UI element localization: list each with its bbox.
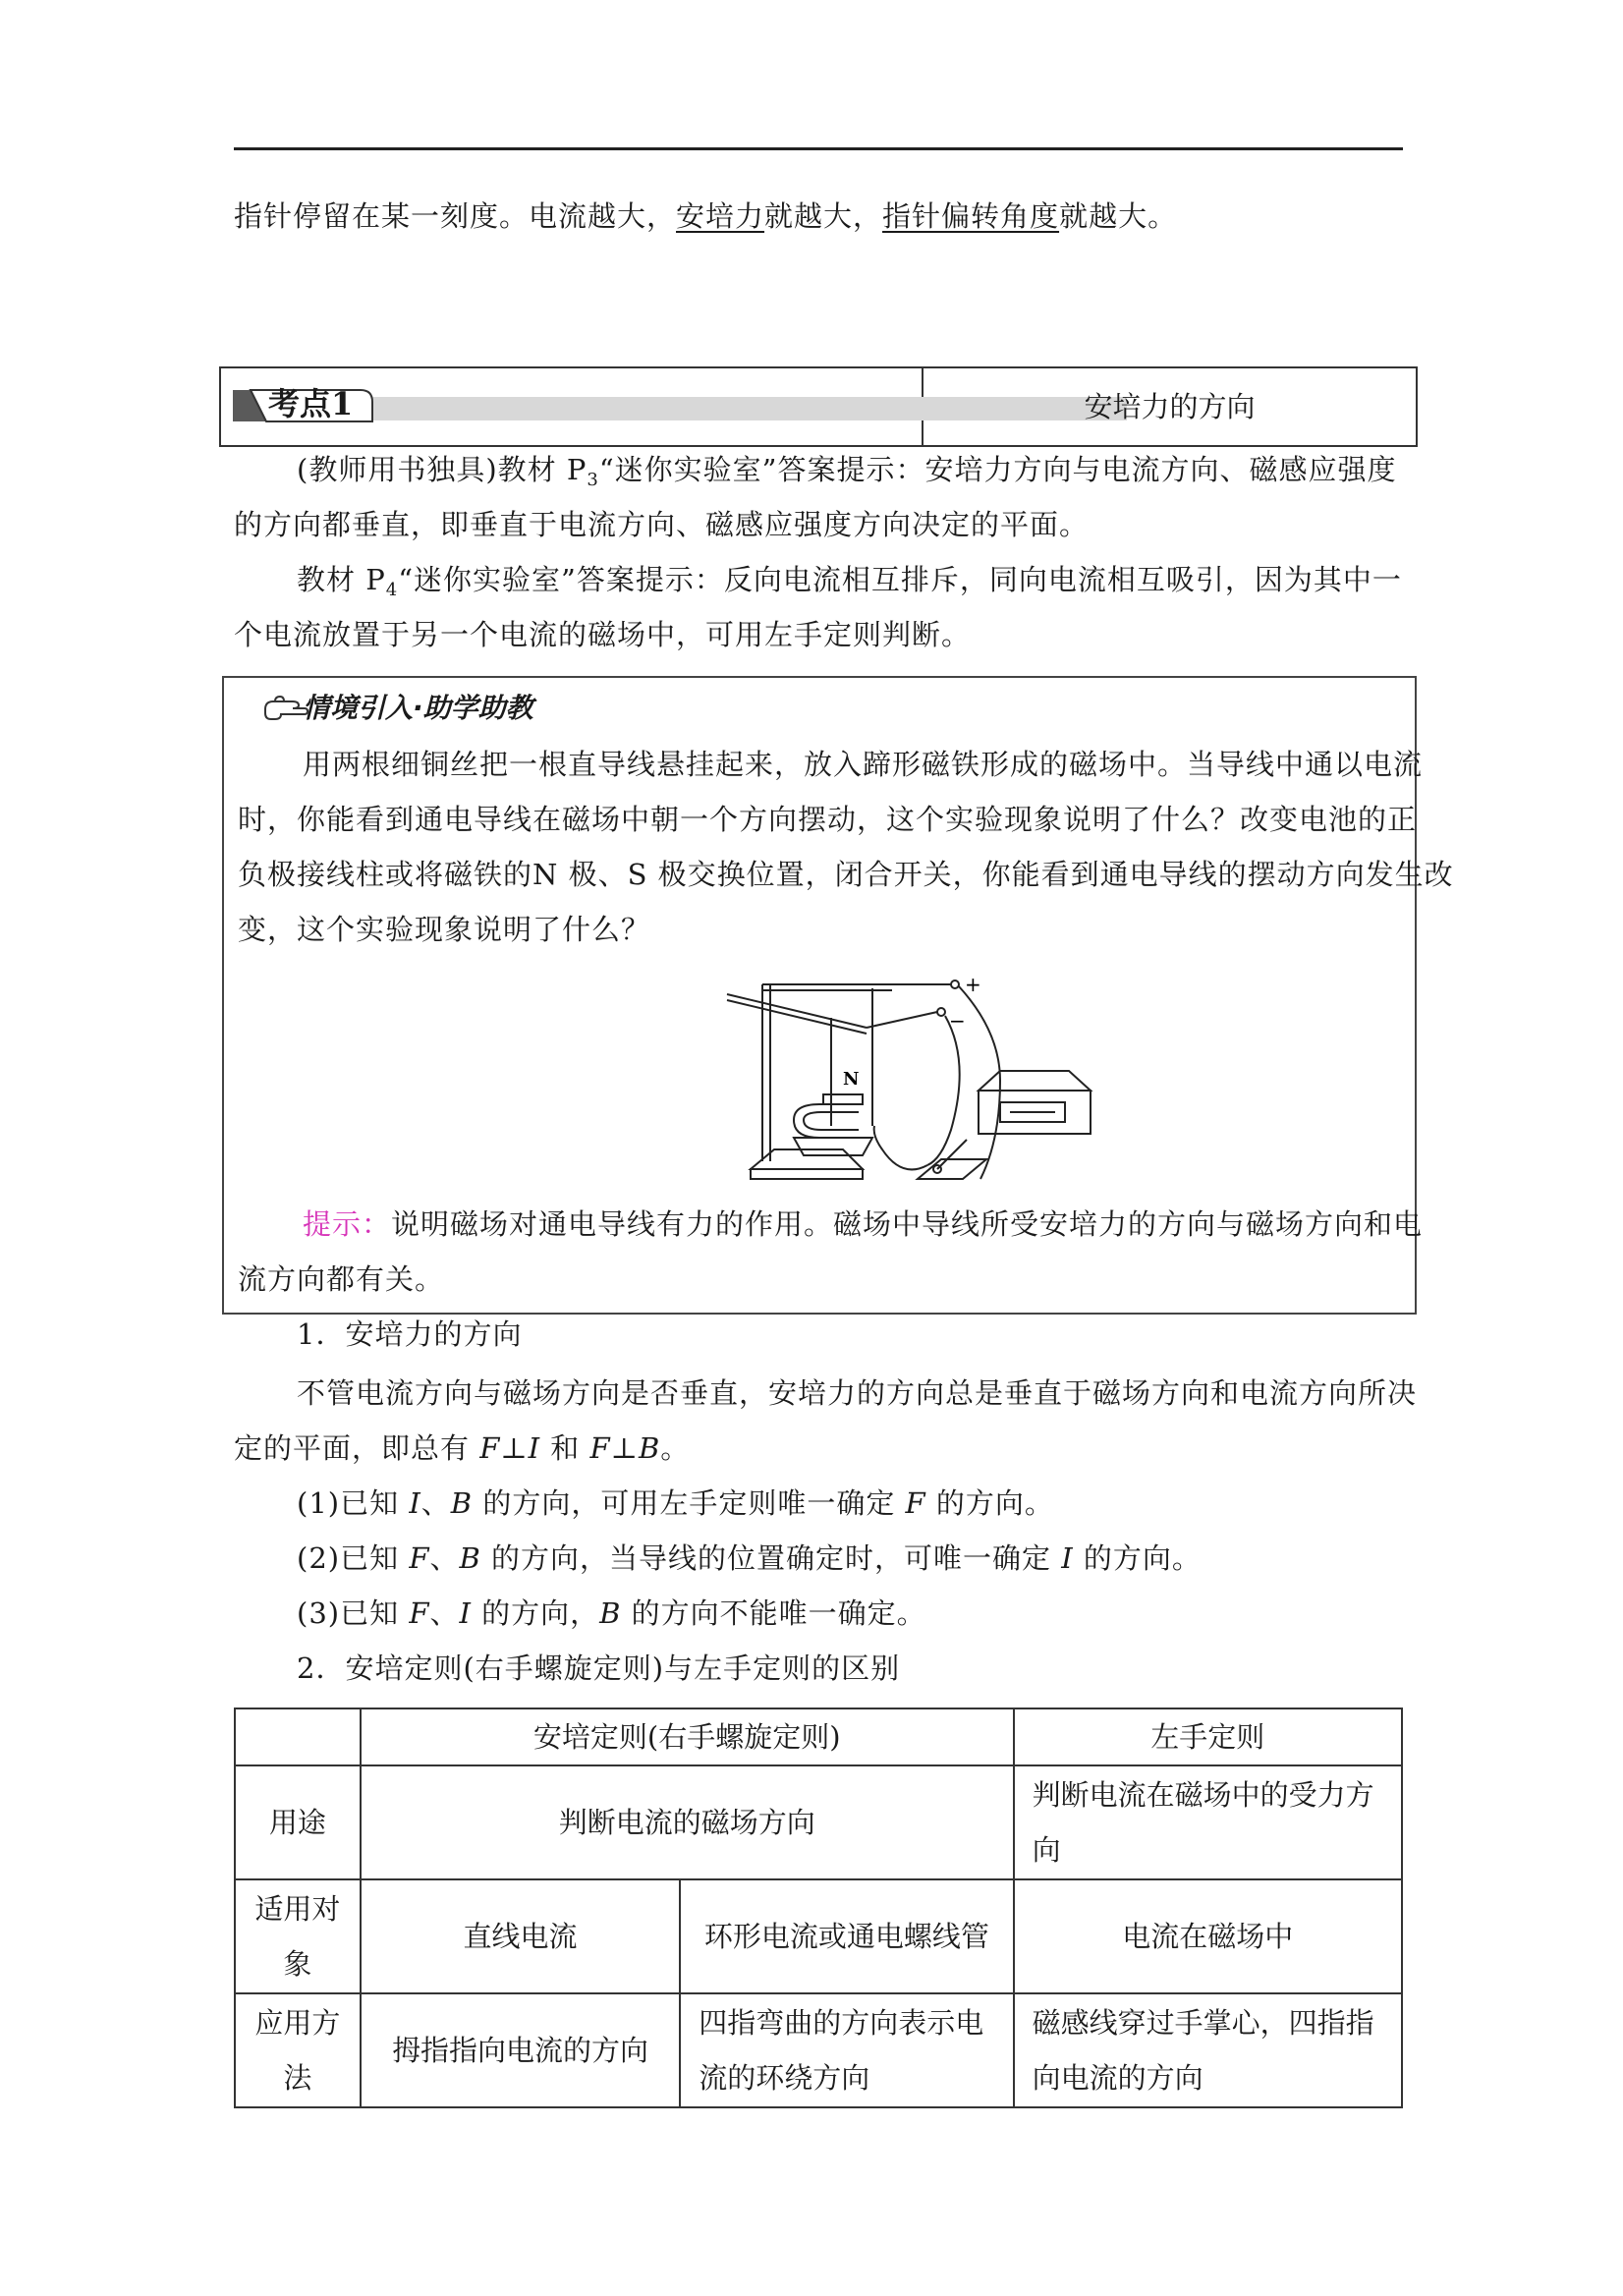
var: F [905,1486,926,1520]
text: 的方向。 [1073,1541,1202,1575]
plus-terminal-label: + [965,973,981,996]
blank-answer-1: 安培力 [676,199,765,233]
header-left-hand-rule: 左手定则 [1014,1708,1402,1765]
kaodian-label: 考点1 [268,385,354,422]
var: B [459,1541,481,1575]
text: 教材 P [297,563,386,596]
var-I: I [528,1431,541,1465]
section-1-item-1 [297,1476,1054,1531]
text: 和 [540,1431,590,1465]
perp-symbol: ⊥ [500,1431,529,1465]
subscript: 3 [587,470,599,490]
hint-line-1 [303,1197,1423,1252]
situation-line-4: 变，这个实验现象说明了什么？ [238,913,651,946]
text: 就越大。 [1059,199,1178,233]
minus-terminal-label: − [949,1009,966,1033]
hint-label: 提示： [303,1207,392,1241]
text: (教师用书独具)教材 P [297,453,588,486]
table-row [235,1765,1402,1879]
continuation-line [234,189,1177,244]
situation-heading: 情境引入·助学助教 [303,692,533,724]
cell-ampere-usage: 判断电流的磁场方向 [361,1765,1014,1879]
text: 指针停留在某一刻度。电流越大， [234,199,677,233]
text: (1)已知 [297,1486,410,1520]
magnet-north-label: N [843,1069,860,1090]
kaodian-header [219,366,1418,447]
text: “迷你实验室”答案提示：安培力方向与电流方向、磁感应强度 [598,453,1397,486]
text: 的方向，可用左手定则唯一确定 [473,1486,906,1520]
subscript: 4 [385,580,399,600]
var-F: F [589,1431,611,1465]
table-row [235,1993,1402,2107]
text: 、 [420,1486,451,1520]
perp-symbol: ⊥ [610,1431,639,1465]
text: 应用方 [254,2006,341,2040]
text: 的方向， [471,1596,600,1630]
text: (2)已知 [297,1541,410,1575]
section-1-item-3 [297,1586,926,1641]
var: B [599,1596,622,1630]
teacher-note-line-2: 的方向都垂直，即垂直于电流方向、磁感应强度方向决定的平面。 [234,508,1090,541]
comparison-table [234,1708,1403,2108]
text: 适用对 [254,1892,341,1926]
situation-line-3: 负极接线柱或将磁铁的N 极、S 极交换位置，闭合开关，你能看到通电导线的摆动方向发生改 [238,858,1454,891]
text: 法 [283,2061,312,2095]
text: 定的平面，即总有 [234,1431,480,1465]
text: (3)已知 [297,1596,410,1630]
cell-curl-method [680,1993,1013,2107]
blank-answer-2: 指针偏转角度 [882,199,1060,233]
row-label-objects [235,1879,361,1993]
text: 四指弯曲的方向表示电 [699,2006,984,2040]
section-1-heading: 1．安培力的方向 [297,1317,523,1351]
kaodian-label-cell [221,368,923,445]
cell-straight-current: 直线电流 [361,1879,680,1993]
situation-line-1: 用两根细铜丝把一根直导线悬挂起来，放入蹄形磁铁形成的磁场中。当导线中通以电流 [303,748,1424,781]
table-row [235,1879,1402,1993]
var: B [450,1486,474,1520]
section-1-line-2 [234,1421,690,1476]
var: I [409,1486,421,1520]
header-ampere-rule: 安培定则(右手螺旋定则) [361,1708,1014,1765]
cell-thumb-method: 拇指指向电流的方向 [361,1993,680,2107]
var: F [409,1541,430,1575]
text: 向电流的方向 [1032,2061,1203,2095]
text: 的方向不能唯一确定。 [621,1596,926,1630]
var: I [1061,1541,1074,1575]
situation-box [222,676,1454,1315]
text: 象 [283,1947,312,1981]
text: 。 [660,1431,691,1465]
text: 说明磁场对通电导线有力的作用。磁场中导线所受安培力的方向与磁场方向和电 [391,1207,1424,1241]
hint-line-2: 流方向都有关。 [238,1262,445,1296]
var-F: F [479,1431,501,1465]
cell-palm-method [1014,1993,1402,2107]
text: 、 [429,1541,460,1575]
text: 、 [429,1596,460,1630]
cell-left-usage [1014,1765,1402,1879]
experiment-apparatus-figure [705,973,1167,1199]
text: 就越大， [764,199,883,233]
section-1-line-1: 不管电流方向与磁场方向是否垂直，安培力的方向总是垂直于磁场方向和电流方向所决 [297,1376,1418,1410]
teacher-note-line-4: 个电流放置于另一个电流的磁场中，可用左手定则判断。 [234,618,972,651]
kaodian-title: 安培力的方向 [1084,390,1256,423]
text: “迷你实验室”答案提示：反向电流相互排斥，同向电流相互吸引，因为其中一 [398,563,1402,596]
text: 判断电流在磁场中的受力方 [1032,1778,1374,1812]
var: F [409,1596,430,1630]
text: 流的环绕方向 [699,2061,870,2095]
section-2-heading: 2．安培定则(右手螺旋定则)与左手定则的区别 [297,1652,901,1685]
table-corner-cell [235,1708,361,1765]
section-1-item-2 [297,1531,1202,1586]
situation-line-2: 时，你能看到通电导线在磁场中朝一个方向摆动，这个实验现象说明了什么？改变电池的正 [238,803,1418,836]
cell-ring-current: 环形电流或通电螺线管 [680,1879,1013,1993]
text: 向 [1032,1833,1061,1867]
cell-current-in-field: 电流在磁场中 [1014,1879,1402,1993]
header-rule [234,147,1403,150]
row-label-usage: 用途 [235,1765,361,1879]
text: 的方向，当导线的位置确定时，可唯一确定 [480,1541,1062,1575]
text: 磁感线穿过手掌心，四指指 [1032,2006,1374,2040]
var-B: B [638,1431,661,1465]
text: 的方向。 [925,1486,1054,1520]
row-label-method [235,1993,361,2107]
var: I [459,1596,472,1630]
table-row [235,1708,1402,1765]
